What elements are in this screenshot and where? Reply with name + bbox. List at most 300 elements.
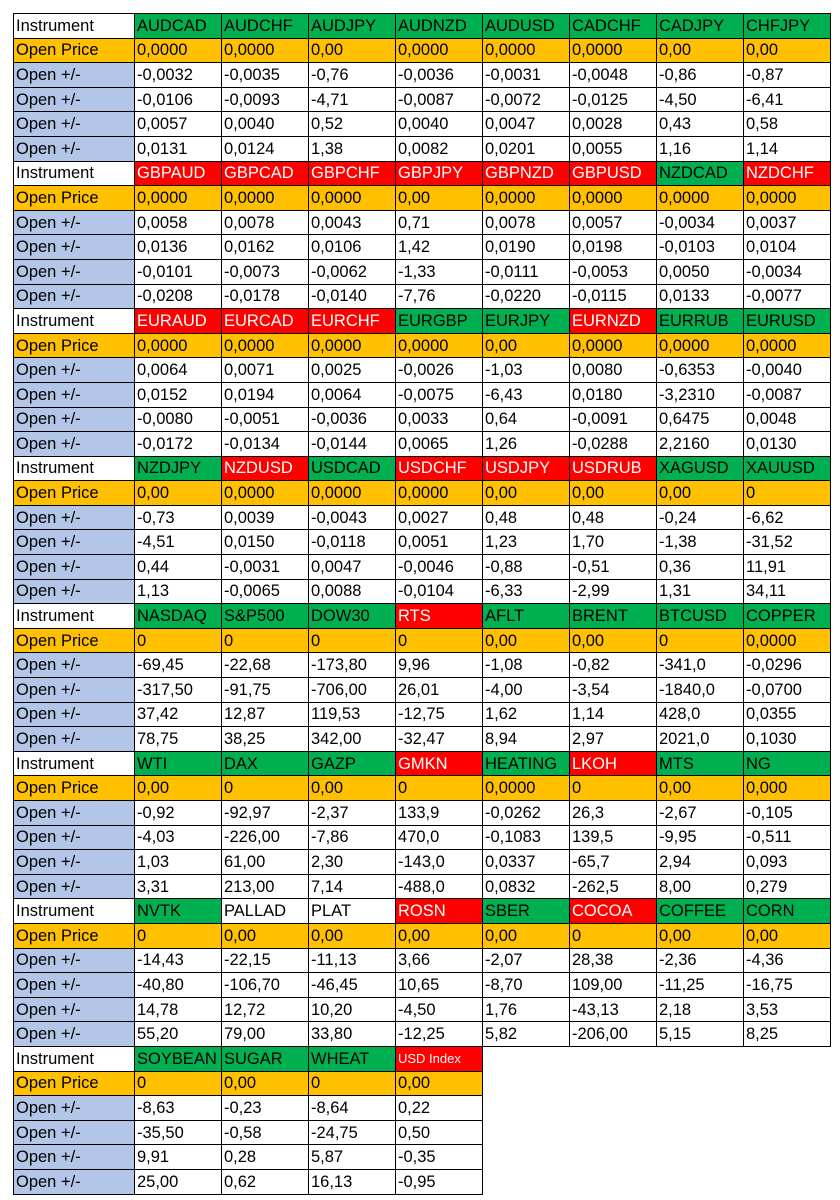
empty-cell: [744, 1169, 831, 1194]
instrument-name-cell: CHFJPY: [744, 14, 831, 39]
open-delta-cell: 0,0088: [309, 579, 396, 604]
open-delta-cell: -1,38: [657, 530, 744, 555]
open-delta-cell: 5,15: [657, 1022, 744, 1047]
open-delta-cell: 8,25: [744, 1022, 831, 1047]
open-delta-cell: -4,00: [483, 678, 570, 703]
open-delta-cell: 109,00: [570, 973, 657, 998]
open-delta-cell: 0,0190: [483, 235, 570, 260]
open-delta-cell: 0,44: [135, 555, 222, 580]
open-delta-row: [14, 358, 831, 383]
empty-cell: [744, 1096, 831, 1121]
open-delta-cell: -0,0062: [309, 259, 396, 284]
instrument-name-cell: LKOH: [570, 751, 657, 776]
open-delta-cell: 79,00: [222, 1022, 309, 1047]
open-delta-row: [14, 284, 831, 309]
open-delta-cell: 0,0025: [309, 358, 396, 383]
open-price-cell: 0,00: [309, 776, 396, 801]
open-delta-cell: 342,00: [309, 727, 396, 752]
open-delta-cell: 0,0047: [483, 112, 570, 137]
open-delta-cell: 0,22: [396, 1096, 483, 1121]
open-price-cell: 0,0000: [309, 481, 396, 506]
open-delta-row: [14, 432, 831, 457]
open-delta-label: Open +/-: [14, 973, 135, 998]
open-delta-cell: -6,33: [483, 579, 570, 604]
open-price-row: [14, 481, 831, 506]
open-delta-cell: -7,76: [396, 284, 483, 309]
open-price-cell: 0,00: [483, 333, 570, 358]
open-price-cell: 0,00: [657, 776, 744, 801]
instrument-name-cell: NASDAQ: [135, 604, 222, 629]
instrument-name-cell: RTS: [396, 604, 483, 629]
open-delta-cell: 34,11: [744, 579, 831, 604]
open-delta-cell: 1,38: [309, 136, 396, 161]
open-delta-cell: 12,87: [222, 702, 309, 727]
open-delta-label: Open +/-: [14, 801, 135, 826]
open-delta-cell: -4,50: [657, 87, 744, 112]
open-delta-cell: -2,07: [483, 948, 570, 973]
open-delta-cell: -7,86: [309, 825, 396, 850]
instrument-label: Instrument: [14, 14, 135, 39]
open-delta-cell: -206,00: [570, 1022, 657, 1047]
empty-cell: [657, 1120, 744, 1145]
open-delta-cell: -1,03: [483, 358, 570, 383]
open-delta-cell: -0,0103: [657, 235, 744, 260]
open-delta-cell: 0,0064: [135, 358, 222, 383]
open-price-label: Open Price: [14, 1071, 135, 1096]
open-delta-cell: -31,52: [744, 530, 831, 555]
empty-cell: [657, 1096, 744, 1121]
open-price-cell: 0,00: [657, 481, 744, 506]
instrument-row: [14, 309, 831, 334]
open-delta-cell: -0,0080: [135, 407, 222, 432]
open-price-cell: 0,00: [657, 38, 744, 63]
open-delta-cell: -0,0031: [222, 555, 309, 580]
open-delta-cell: -0,0032: [135, 63, 222, 88]
open-price-cell: 0,00: [570, 481, 657, 506]
instrument-name-cell: EURJPY: [483, 309, 570, 334]
open-delta-cell: 0,0064: [309, 382, 396, 407]
instrument-name-cell: COFFEE: [657, 899, 744, 924]
open-delta-cell: 0,58: [744, 112, 831, 137]
open-delta-label: Open +/-: [14, 358, 135, 383]
open-delta-label: Open +/-: [14, 284, 135, 309]
open-delta-cell: 0,0065: [396, 432, 483, 457]
open-delta-cell: 11,91: [744, 555, 831, 580]
open-delta-cell: -2,67: [657, 801, 744, 826]
open-price-cell: 0,0000: [222, 186, 309, 211]
empty-cell: [570, 1169, 657, 1194]
instrument-name-cell: EURUSD: [744, 309, 831, 334]
open-delta-cell: -22,68: [222, 653, 309, 678]
instrument-name-cell: GBPJPY: [396, 161, 483, 186]
open-delta-cell: -0,0036: [309, 407, 396, 432]
open-price-cell: 0,00: [483, 628, 570, 653]
open-delta-cell: 1,14: [744, 136, 831, 161]
instrument-name-cell: DAX: [222, 751, 309, 776]
instrument-name-cell: USDCAD: [309, 456, 396, 481]
open-price-cell: 0,0000: [396, 481, 483, 506]
open-delta-cell: -92,97: [222, 801, 309, 826]
open-price-cell: 0: [570, 776, 657, 801]
open-delta-row: [14, 825, 831, 850]
open-delta-cell: -0,0034: [657, 210, 744, 235]
empty-cell: [657, 1046, 744, 1071]
open-delta-cell: -2,36: [657, 948, 744, 973]
open-delta-label: Open +/-: [14, 702, 135, 727]
open-delta-cell: -317,50: [135, 678, 222, 703]
open-price-label: Open Price: [14, 923, 135, 948]
open-price-cell: 0: [135, 628, 222, 653]
open-delta-row: [14, 382, 831, 407]
open-delta-cell: -40,80: [135, 973, 222, 998]
open-delta-label: Open +/-: [14, 678, 135, 703]
open-price-cell: 0: [309, 628, 396, 653]
open-delta-cell: -4,71: [309, 87, 396, 112]
open-price-row: [14, 776, 831, 801]
open-price-cell: 0,0000: [483, 38, 570, 63]
open-price-row: [14, 333, 831, 358]
open-delta-cell: -0,87: [744, 63, 831, 88]
open-delta-cell: -0,105: [744, 801, 831, 826]
instrument-row: [14, 899, 831, 924]
instrument-name-cell: NZDCHF: [744, 161, 831, 186]
open-delta-row: [14, 530, 831, 555]
empty-cell: [657, 1169, 744, 1194]
open-price-cell: 0,00: [135, 481, 222, 506]
open-delta-row: [14, 801, 831, 826]
open-delta-cell: -6,41: [744, 87, 831, 112]
open-delta-cell: 139,5: [570, 825, 657, 850]
empty-cell: [744, 1120, 831, 1145]
instrument-row: [14, 161, 831, 186]
open-delta-label: Open +/-: [14, 997, 135, 1022]
open-delta-cell: -0,23: [222, 1096, 309, 1121]
open-price-cell: 0,00: [222, 923, 309, 948]
open-price-label: Open Price: [14, 186, 135, 211]
empty-cell: [483, 1145, 570, 1170]
open-delta-label: Open +/-: [14, 555, 135, 580]
open-delta-cell: 0,0043: [309, 210, 396, 235]
open-delta-cell: 0,28: [222, 1145, 309, 1170]
open-delta-cell: -0,511: [744, 825, 831, 850]
open-delta-label: Open +/-: [14, 1096, 135, 1121]
open-price-cell: 0,0000: [744, 186, 831, 211]
open-delta-cell: 0,52: [309, 112, 396, 137]
instrument-name-cell: EURRUB: [657, 309, 744, 334]
open-delta-cell: -91,75: [222, 678, 309, 703]
open-delta-label: Open +/-: [14, 653, 135, 678]
instrument-name-cell: WHEAT: [309, 1046, 396, 1071]
empty-cell: [483, 1046, 570, 1071]
open-delta-row: [14, 874, 831, 899]
open-delta-cell: 0,0040: [222, 112, 309, 137]
instrument-name-cell: CORN: [744, 899, 831, 924]
open-delta-cell: -12,75: [396, 702, 483, 727]
instrument-name-cell: SUGAR: [222, 1046, 309, 1071]
open-delta-cell: 213,00: [222, 874, 309, 899]
instrument-name-cell: NG: [744, 751, 831, 776]
instrument-name-cell: BTCUSD: [657, 604, 744, 629]
instrument-name-cell: GBPNZD: [483, 161, 570, 186]
instrument-name-cell: PALLAD: [222, 899, 309, 924]
open-delta-cell: -0,35: [396, 1145, 483, 1170]
open-price-cell: 0,0000: [657, 333, 744, 358]
open-price-cell: 0,0000: [135, 333, 222, 358]
open-delta-cell: -2,99: [570, 579, 657, 604]
open-delta-row: [14, 850, 831, 875]
open-delta-cell: 1,16: [657, 136, 744, 161]
open-delta-cell: 0,0180: [570, 382, 657, 407]
open-delta-cell: 8,00: [657, 874, 744, 899]
open-delta-cell: 0,0106: [309, 235, 396, 260]
instrument-name-cell: AUDNZD: [396, 14, 483, 39]
open-delta-cell: 9,91: [135, 1145, 222, 1170]
open-delta-cell: 0,36: [657, 555, 744, 580]
open-delta-cell: -173,80: [309, 653, 396, 678]
open-delta-cell: 1,42: [396, 235, 483, 260]
open-price-cell: 0: [135, 1071, 222, 1096]
open-delta-cell: -0,0046: [396, 555, 483, 580]
open-price-label: Open Price: [14, 776, 135, 801]
open-delta-row: [14, 136, 831, 161]
open-delta-cell: 0,0047: [309, 555, 396, 580]
instrument-name-cell: AUDCHF: [222, 14, 309, 39]
open-delta-cell: -0,76: [309, 63, 396, 88]
open-delta-label: Open +/-: [14, 112, 135, 137]
empty-cell: [483, 1096, 570, 1121]
open-delta-cell: -24,75: [309, 1120, 396, 1145]
open-price-cell: 0: [570, 923, 657, 948]
open-delta-cell: -0,0262: [483, 801, 570, 826]
instrument-name-cell: SOYBEAN: [135, 1046, 222, 1071]
open-delta-cell: 0,0048: [744, 407, 831, 432]
open-delta-cell: -1840,0: [657, 678, 744, 703]
empty-cell: [483, 1169, 570, 1194]
open-delta-row: [14, 973, 831, 998]
open-price-cell: 0,00: [396, 923, 483, 948]
open-delta-label: Open +/-: [14, 948, 135, 973]
instrument-label: Instrument: [14, 899, 135, 924]
open-delta-cell: -6,43: [483, 382, 570, 407]
open-delta-cell: 0,0058: [135, 210, 222, 235]
open-delta-cell: -8,64: [309, 1096, 396, 1121]
instrument-name-cell: NZDUSD: [222, 456, 309, 481]
open-delta-cell: -0,0048: [570, 63, 657, 88]
open-delta-cell: 26,3: [570, 801, 657, 826]
open-delta-cell: 0,64: [483, 407, 570, 432]
open-delta-cell: -8,70: [483, 973, 570, 998]
open-price-cell: 0,00: [309, 923, 396, 948]
open-price-cell: 0: [222, 776, 309, 801]
empty-cell: [570, 1046, 657, 1071]
open-price-label: Open Price: [14, 628, 135, 653]
open-price-cell: 0,0000: [309, 186, 396, 211]
instrument-name-cell: XAGUSD: [657, 456, 744, 481]
open-delta-cell: 14,78: [135, 997, 222, 1022]
open-delta-row: [14, 63, 831, 88]
open-delta-cell: -488,0: [396, 874, 483, 899]
open-delta-label: Open +/-: [14, 727, 135, 752]
open-price-cell: 0,0000: [222, 38, 309, 63]
instrument-name-cell: USDJPY: [483, 456, 570, 481]
open-price-row: [14, 186, 831, 211]
open-delta-cell: 0,48: [483, 505, 570, 530]
open-delta-cell: -16,75: [744, 973, 831, 998]
instrument-name-cell: BRENT: [570, 604, 657, 629]
instrument-name-cell: XAUUSD: [744, 456, 831, 481]
open-delta-cell: -32,47: [396, 727, 483, 752]
open-delta-cell: 2,94: [657, 850, 744, 875]
instrument-name-cell: CADCHF: [570, 14, 657, 39]
open-delta-row: [14, 727, 831, 752]
open-delta-cell: -1,08: [483, 653, 570, 678]
open-delta-row: [14, 407, 831, 432]
open-delta-row: [14, 112, 831, 137]
open-delta-cell: -12,25: [396, 1022, 483, 1047]
open-delta-row: [14, 702, 831, 727]
instrument-name-cell: PLAT: [309, 899, 396, 924]
open-delta-cell: -4,03: [135, 825, 222, 850]
open-delta-cell: -0,0208: [135, 284, 222, 309]
open-delta-cell: -0,24: [657, 505, 744, 530]
open-price-cell: 0,00: [222, 1071, 309, 1096]
open-price-cell: 0,0000: [570, 186, 657, 211]
open-price-cell: 0,0000: [135, 38, 222, 63]
open-delta-cell: -0,0144: [309, 432, 396, 457]
open-delta-cell: 0,0104: [744, 235, 831, 260]
instrument-name-cell: WTI: [135, 751, 222, 776]
open-delta-cell: -0,0091: [570, 407, 657, 432]
instrument-name-cell: GBPCAD: [222, 161, 309, 186]
open-delta-cell: 37,42: [135, 702, 222, 727]
open-delta-cell: 10,20: [309, 997, 396, 1022]
open-delta-cell: 1,31: [657, 579, 744, 604]
open-delta-cell: -43,13: [570, 997, 657, 1022]
open-delta-cell: 0,62: [222, 1169, 309, 1194]
open-delta-cell: -0,0073: [222, 259, 309, 284]
open-delta-cell: -0,0172: [135, 432, 222, 457]
open-delta-cell: 0,279: [744, 874, 831, 899]
open-delta-cell: 28,38: [570, 948, 657, 973]
open-delta-cell: 2,18: [657, 997, 744, 1022]
open-price-cell: 0,0000: [483, 776, 570, 801]
instrument-row: [14, 751, 831, 776]
open-delta-cell: 3,66: [396, 948, 483, 973]
open-price-cell: 0,00: [135, 776, 222, 801]
open-delta-row: [14, 505, 831, 530]
open-delta-cell: 0,0055: [570, 136, 657, 161]
open-delta-cell: -0,0134: [222, 432, 309, 457]
open-price-cell: 0,00: [483, 923, 570, 948]
open-price-row: [14, 38, 831, 63]
open-delta-cell: 0,0039: [222, 505, 309, 530]
open-price-cell: 0: [657, 628, 744, 653]
open-delta-cell: 0,0037: [744, 210, 831, 235]
open-delta-cell: -0,0075: [396, 382, 483, 407]
open-delta-cell: 55,20: [135, 1022, 222, 1047]
open-delta-cell: -143,0: [396, 850, 483, 875]
open-delta-label: Open +/-: [14, 210, 135, 235]
open-delta-label: Open +/-: [14, 382, 135, 407]
open-delta-cell: -3,2310: [657, 382, 744, 407]
instrument-name-cell: AUDCAD: [135, 14, 222, 39]
open-price-cell: 0: [396, 628, 483, 653]
open-delta-label: Open +/-: [14, 850, 135, 875]
open-delta-cell: 0,0355: [744, 702, 831, 727]
open-delta-cell: 0,0152: [135, 382, 222, 407]
open-delta-cell: -0,0026: [396, 358, 483, 383]
open-delta-cell: 0,0150: [222, 530, 309, 555]
open-price-row: [14, 628, 831, 653]
instrument-label: Instrument: [14, 604, 135, 629]
open-delta-cell: 5,87: [309, 1145, 396, 1170]
instrument-label: Instrument: [14, 309, 135, 334]
open-delta-cell: -65,7: [570, 850, 657, 875]
open-price-cell: 0,0000: [483, 186, 570, 211]
instrument-name-cell: USD Index: [396, 1046, 483, 1071]
open-delta-label: Open +/-: [14, 432, 135, 457]
open-delta-cell: 0,43: [657, 112, 744, 137]
instrument-name-cell: AFLT: [483, 604, 570, 629]
open-delta-cell: 9,96: [396, 653, 483, 678]
open-price-cell: 0,00: [483, 481, 570, 506]
instrument-name-cell: AUDJPY: [309, 14, 396, 39]
empty-cell: [483, 1120, 570, 1145]
instrument-name-cell: NZDCAD: [657, 161, 744, 186]
open-delta-cell: 0,0078: [222, 210, 309, 235]
open-delta-cell: 0,0130: [744, 432, 831, 457]
instrument-name-cell: DOW30: [309, 604, 396, 629]
open-price-cell: 0,0000: [396, 333, 483, 358]
open-delta-cell: -0,0040: [744, 358, 831, 383]
instrument-name-cell: USDRUB: [570, 456, 657, 481]
open-delta-cell: 0,0051: [396, 530, 483, 555]
open-price-cell: 0,0000: [744, 333, 831, 358]
open-delta-cell: -0,0087: [396, 87, 483, 112]
open-delta-cell: 0,0050: [657, 259, 744, 284]
open-delta-cell: 2,97: [570, 727, 657, 752]
open-delta-cell: 3,31: [135, 874, 222, 899]
open-delta-cell: -9,95: [657, 825, 744, 850]
open-delta-label: Open +/-: [14, 874, 135, 899]
open-delta-cell: 61,00: [222, 850, 309, 875]
open-delta-row: [14, 1096, 831, 1121]
open-delta-cell: -0,0035: [222, 63, 309, 88]
open-delta-cell: -0,0111: [483, 259, 570, 284]
instrument-row: [14, 456, 831, 481]
instrument-name-cell: GBPCHF: [309, 161, 396, 186]
open-delta-label: Open +/-: [14, 579, 135, 604]
open-price-cell: 0,0000: [222, 333, 309, 358]
open-delta-cell: -4,51: [135, 530, 222, 555]
open-delta-cell: 133,9: [396, 801, 483, 826]
instrument-name-cell: MTS: [657, 751, 744, 776]
open-delta-cell: 33,80: [309, 1022, 396, 1047]
empty-cell: [744, 1071, 831, 1096]
open-price-row: [14, 923, 831, 948]
open-delta-cell: 1,03: [135, 850, 222, 875]
open-delta-cell: -0,0087: [744, 382, 831, 407]
open-delta-cell: -0,88: [483, 555, 570, 580]
open-price-label: Open Price: [14, 333, 135, 358]
instrument-label: Instrument: [14, 456, 135, 481]
open-delta-cell: -106,70: [222, 973, 309, 998]
open-delta-cell: -0,0065: [222, 579, 309, 604]
open-delta-cell: 0,6475: [657, 407, 744, 432]
open-delta-cell: -0,0118: [309, 530, 396, 555]
open-delta-cell: 0,0198: [570, 235, 657, 260]
open-delta-cell: 1,23: [483, 530, 570, 555]
